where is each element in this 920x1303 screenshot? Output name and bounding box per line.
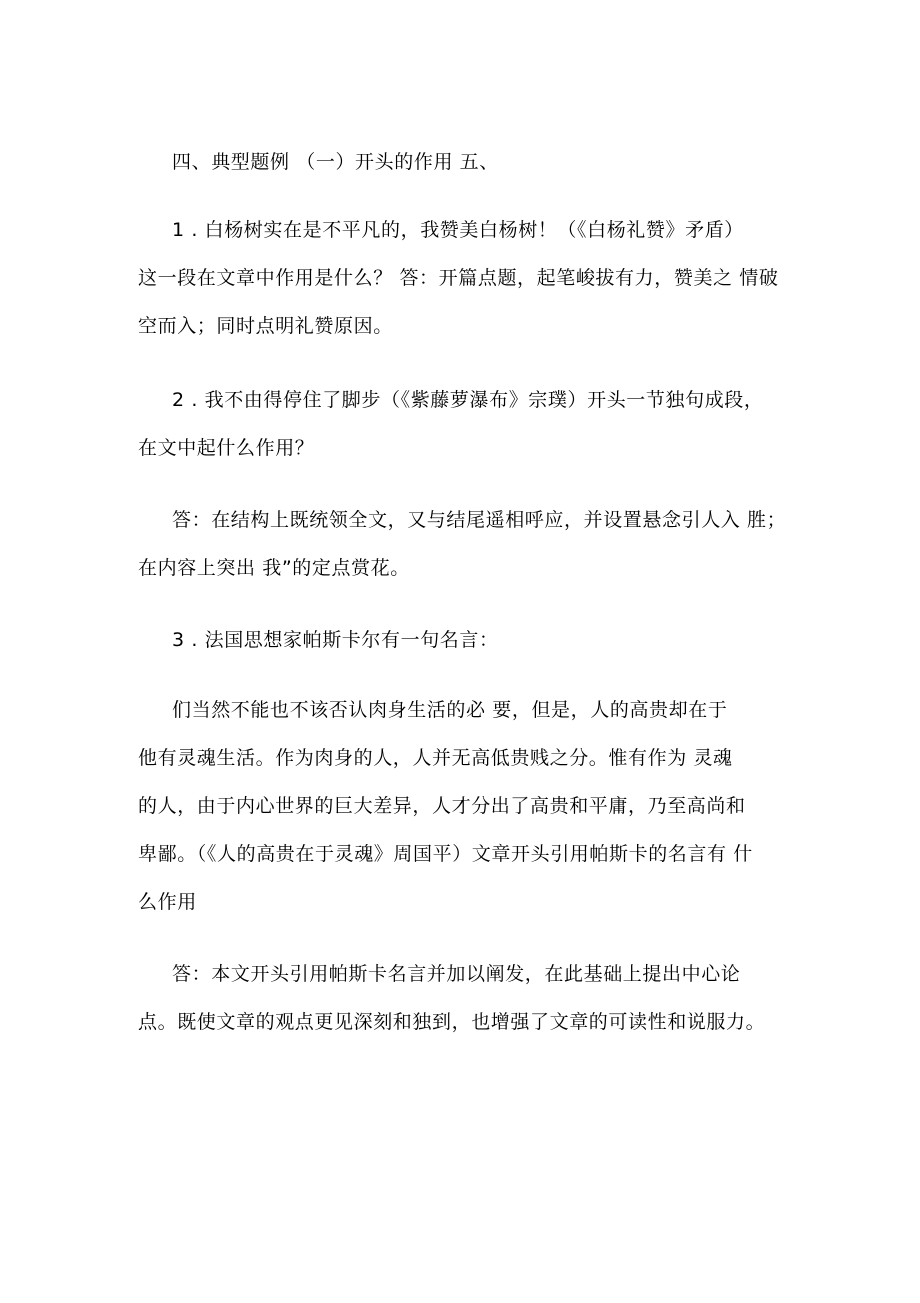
quote-line-2: 他有灵魂生活。作为肉身的人，人并无高低贵贱之分。惟有作为 灵魂 (138, 747, 733, 769)
question-3-intro: 3 . 法国思想家帕斯卡尔有一句名言： (172, 629, 499, 651)
quote-line-5: 么作用 (138, 891, 197, 913)
answer-3-line-1: 答：本文开头引用帕斯卡名言并加以阐发，在此基础上提出中心论 (172, 963, 741, 985)
question-2-line-1: 2 . 我不由得停住了脚步（《紫藤萝瀑布》宗璞）开头一节独句成段， (172, 389, 764, 411)
question-2-line-2: 在文中起什么作用？ (138, 437, 315, 459)
answer-2-line-1: 答：在结构上既统领全文，又与结尾遥相呼应，并设置悬念引人入 胜； (172, 509, 787, 531)
question-1-line-2: 这一段在文章中作用是什么？ 答：开篇点题，起笔峻拔有力，赞美之 情破 (138, 267, 779, 289)
quote-line-3: 的人，由于内心世界的巨大差异，人才分出了高贵和平庸，乃至高尚和 (138, 795, 746, 817)
section-heading: 四、典型题例 （一）开头的作用 五、 (172, 151, 499, 173)
question-1-line-3: 空而入；同时点明礼赞原因。 (138, 315, 393, 337)
question-1-line-1: 1 . 白杨树实在是不平凡的，我赞美白杨树！（《白杨礼赞》矛盾） (172, 219, 744, 241)
quote-line-4: 卑鄙。（《人的高贵在于灵魂》周国平）文章开头引用帕斯卡的名言有 什 (138, 843, 753, 865)
answer-3-line-2: 点。既使文章的观点更见深刻和独到，也增强了文章的可读性和说服力。 (138, 1011, 766, 1033)
answer-2-line-2: 在内容上突出 我”的定点赏花。 (138, 557, 410, 579)
quote-line-1: 们当然不能也不该否认肉身生活的必 要，但是，人的高贵却在于 (172, 699, 728, 721)
